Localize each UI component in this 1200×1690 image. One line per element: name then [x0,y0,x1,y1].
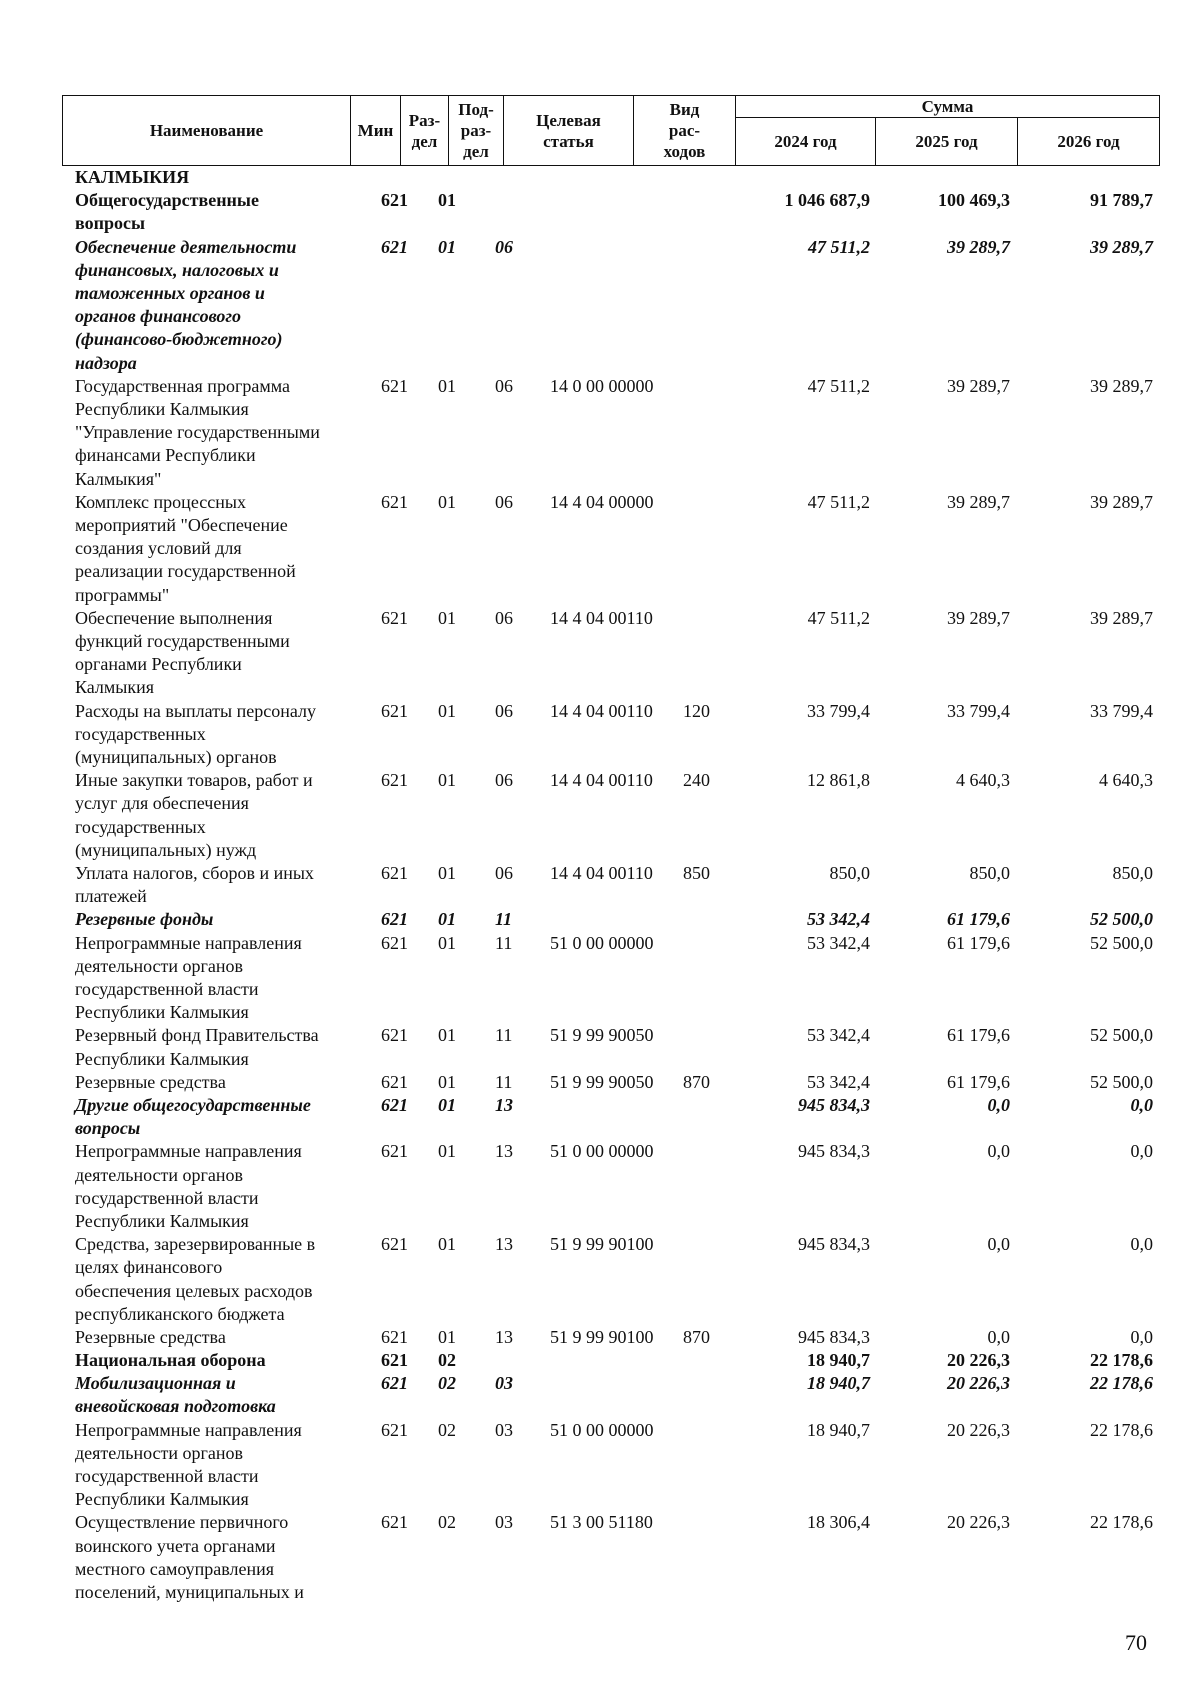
row-name [75,1024,360,1070]
table-row [0,236,1200,375]
row-s24: 945 834,3 [798,1141,870,1162]
row-s26: 39 289,7 [1090,491,1153,512]
row-s26: 91 789,7 [1090,190,1153,211]
row-min: 621 [381,375,408,396]
table-row [0,607,1200,700]
row-name [75,1071,360,1094]
row-name-line: (муниципальных) нужд [75,839,257,860]
table-row [0,166,1200,189]
header-2025 [876,118,1018,165]
row-name-line: надзора [75,352,137,373]
row-name-line: Непрограммные направления [75,932,302,953]
row-name-line: обеспечения целевых расходов [75,1280,313,1301]
row-s24: 12 861,8 [807,770,870,791]
row-min: 621 [381,1234,408,1255]
row-name [75,1140,360,1233]
header-vid-line: рас- [668,121,701,140]
row-min: 621 [381,700,408,721]
row-min: 621 [381,1419,408,1440]
row-s24: 33 799,4 [807,700,870,721]
row-s26: 0,0 [1130,1141,1153,1162]
header-2026 [1018,118,1159,165]
row-vid: 240 [683,770,710,791]
row-cel: 14 4 04 00000 [550,491,654,512]
header-min-label: Мин [357,121,394,140]
row-cel: 51 0 00 00000 [550,932,654,953]
row-podr: 11 [495,1071,513,1092]
row-podr: 06 [495,607,513,628]
row-razd: 01 [438,236,456,257]
row-name-line: Национальная оборона [75,1350,266,1371]
row-min: 621 [381,909,408,930]
row-min: 621 [381,190,408,211]
row-s26: 0,0 [1130,1234,1153,1255]
row-name-line: государственной власти [75,978,259,999]
row-s25: 61 179,6 [947,1071,1010,1092]
row-name-line: Республики Калмыкия [75,1489,249,1510]
row-name-line: платежей [75,886,147,907]
row-s24: 1 046 687,9 [784,190,870,211]
row-name-line: Республики Калмыкия [75,1048,249,1069]
row-razd: 01 [438,932,456,953]
row-min: 621 [381,1326,408,1347]
table-row [0,1372,1200,1418]
row-min: 621 [381,1071,408,1092]
row-name-line: вопросы [75,1118,141,1139]
row-name-line: государственных [75,816,206,837]
page-number: 70 [1125,1630,1147,1655]
row-min: 621 [381,1141,408,1162]
header-vid-line: Вид [669,100,700,119]
row-min: 621 [381,770,408,791]
row-cel: 14 4 04 00110 [550,607,653,628]
row-name [75,375,360,491]
header-podrazdel-line: Под- [458,100,494,119]
table-row [0,862,1200,908]
row-s25: 20 226,3 [947,1512,1010,1533]
header-celevaya-line: статья [543,131,594,151]
row-razd: 01 [438,1025,456,1046]
row-name-line: государственных [75,723,206,744]
header-vid [634,96,736,165]
row-name [75,1349,360,1372]
row-name-line: Резервные средства [75,1071,226,1092]
row-podr: 13 [495,1141,513,1162]
row-s24: 53 342,4 [807,932,870,953]
row-s25: 39 289,7 [947,375,1010,396]
row-s25: 61 179,6 [947,909,1010,930]
row-vid: 120 [683,700,710,721]
row-s24: 18 940,7 [807,1350,870,1371]
row-name-line: государственной власти [75,1187,259,1208]
row-s25: 0,0 [987,1094,1010,1115]
row-razd: 01 [438,909,456,930]
row-min: 621 [381,1350,408,1371]
row-name [75,1372,360,1418]
table-row [0,1071,1200,1094]
row-razd: 01 [438,190,456,211]
row-name-line: "Управление государственными [75,422,320,443]
row-name-line: целях финансового [75,1257,223,1278]
row-name-line: Резервные средства [75,1326,226,1347]
table-row [0,1024,1200,1070]
row-name-line: мероприятий "Обеспечение [75,514,288,535]
row-name [75,1094,360,1140]
row-s26: 39 289,7 [1090,607,1153,628]
table-row [0,769,1200,862]
row-name [75,166,360,189]
row-name-line: государственной власти [75,1466,259,1487]
row-name-line: программы" [75,584,170,605]
table-row [0,375,1200,491]
header-min [351,96,401,165]
row-podr: 11 [495,1025,513,1046]
table-row [0,932,1200,1025]
row-name-line: Иные закупки товаров, работ и [75,770,313,791]
row-name-line: Комплекс процессных [75,491,246,512]
row-cel: 51 0 00 00000 [550,1141,654,1162]
row-razd: 01 [438,700,456,721]
row-s25: 61 179,6 [947,1025,1010,1046]
row-name [75,1511,360,1604]
table-row [0,1326,1200,1349]
row-s24: 945 834,3 [798,1234,870,1255]
row-name-line: Непрограммные направления [75,1419,302,1440]
row-podr: 03 [495,1373,513,1394]
row-min: 621 [381,1373,408,1394]
row-vid: 870 [683,1071,710,1092]
row-name-line: финансовых, налоговых и [75,259,279,280]
row-name-line: Республики Калмыкия [75,1002,249,1023]
table-row [0,1140,1200,1233]
row-s24: 47 511,2 [807,236,870,257]
row-min: 621 [381,1025,408,1046]
header-2024 [736,118,876,165]
row-razd: 02 [438,1419,456,1440]
row-razd: 01 [438,607,456,628]
row-podr: 06 [495,236,513,257]
row-s24: 18 306,4 [807,1512,870,1533]
row-name-line: Калмыкия" [75,468,162,489]
row-podr: 11 [495,909,513,930]
row-name-line: таможенных органов и [75,282,265,303]
header-razdel-line: Раз- [408,110,441,130]
row-s24: 850,0 [829,862,870,883]
row-cel: 14 4 04 00110 [550,700,653,721]
row-name-line: деятельности органов [75,1164,244,1185]
header-razdel [401,96,449,165]
header-name-label: Наименование [149,121,264,140]
row-s26: 52 500,0 [1090,1025,1153,1046]
row-razd: 02 [438,1512,456,1533]
row-cel: 14 0 00 00000 [550,375,654,396]
row-s24: 47 511,2 [807,375,870,396]
row-s26: 52 500,0 [1090,1071,1153,1092]
row-name-line: Осуществление первичного [75,1512,289,1533]
row-s26: 52 500,0 [1090,909,1153,930]
header-podrazdel [449,96,504,165]
row-vid: 850 [683,862,710,883]
header-summa-group [736,96,1159,165]
header-podrazdel-line: раз- [460,121,492,140]
row-name-line: Резервные фонды [75,909,214,930]
header-razdel-line: дел [411,131,438,151]
row-name-line: Республики Калмыкия [75,1210,249,1231]
row-s26: 4 640,3 [1099,770,1153,791]
row-vid: 870 [683,1326,710,1347]
row-cel: 14 4 04 00110 [550,862,653,883]
header-summa: Сумма [736,96,1159,118]
row-name-line: Мобилизационная и [75,1373,236,1394]
table-header [62,95,1160,166]
table-row [0,491,1200,607]
row-s25: 0,0 [987,1234,1010,1255]
row-s26: 39 289,7 [1090,236,1153,257]
row-name-line: Непрограммные направления [75,1141,302,1162]
row-cel: 51 9 99 90050 [550,1025,654,1046]
row-name [75,1233,360,1326]
table-row [0,189,1200,235]
header-celevaya [504,96,634,165]
table-row [0,1419,1200,1512]
row-name-line: создания условий для [75,538,242,559]
row-s24: 53 342,4 [807,909,870,930]
row-name-line: воинского учета органами [75,1535,276,1556]
row-s24: 53 342,4 [807,1025,870,1046]
row-podr: 13 [495,1234,513,1255]
row-podr: 11 [495,932,513,953]
row-s24: 47 511,2 [807,491,870,512]
row-s26: 22 178,6 [1090,1373,1153,1394]
row-s26: 22 178,6 [1090,1419,1153,1440]
row-min: 621 [381,1094,408,1115]
row-name-line: Государственная программа [75,375,290,396]
row-podr: 03 [495,1512,513,1533]
row-razd: 02 [438,1350,456,1371]
row-name [75,862,360,908]
row-name [75,908,360,931]
row-name [75,769,360,862]
row-razd: 01 [438,862,456,883]
row-razd: 01 [438,1234,456,1255]
row-cel: 51 9 99 90050 [550,1071,654,1092]
row-razd: 01 [438,1071,456,1092]
row-name [75,607,360,700]
row-name-line: Средства, зарезервированные в [75,1234,316,1255]
row-name-line: республиканского бюджета [75,1303,285,1324]
row-name-line: вневойсковая подготовка [75,1396,276,1417]
row-s24: 945 834,3 [798,1326,870,1347]
row-name [75,932,360,1025]
row-podr: 06 [495,862,513,883]
row-podr: 06 [495,491,513,512]
row-name-line: финансами Республики [75,445,256,466]
row-name-line: функций государственными [75,630,290,651]
row-cel: 51 9 99 90100 [550,1234,654,1255]
row-name [75,236,360,375]
row-name-line: деятельности органов [75,955,244,976]
row-s25: 20 226,3 [947,1419,1010,1440]
row-s24: 18 940,7 [807,1419,870,1440]
row-s26: 33 799,4 [1090,700,1153,721]
row-name-line: услуг для обеспечения [75,793,249,814]
row-min: 621 [381,607,408,628]
row-s25: 39 289,7 [947,607,1010,628]
row-s24: 945 834,3 [798,1094,870,1115]
row-name-line: поселений, муниципальных и [75,1582,304,1603]
row-cel: 51 9 99 90100 [550,1326,654,1347]
row-s26: 52 500,0 [1090,932,1153,953]
row-podr: 06 [495,770,513,791]
row-name-line: местного самоуправления [75,1558,275,1579]
row-cel: 51 3 00 51180 [550,1512,653,1533]
row-s26: 850,0 [1112,862,1153,883]
row-name-line: органами Республики [75,654,242,675]
row-name-line: Резервный фонд Правительства [75,1025,319,1046]
row-name-line: КАЛМЫКИЯ [75,167,190,187]
row-name-line: реализации государственной [75,561,296,582]
row-razd: 02 [438,1373,456,1394]
header-podrazdel-line: дел [463,142,489,161]
row-razd: 01 [438,1094,456,1115]
header-2025-label: 2025 год [915,131,978,151]
row-s25: 20 226,3 [947,1373,1010,1394]
table-row [0,1233,1200,1326]
header-2026-label: 2026 год [1057,131,1120,151]
row-s25: 4 640,3 [956,770,1010,791]
row-min: 621 [381,1512,408,1533]
row-s25: 0,0 [987,1326,1010,1347]
table-row [0,1094,1200,1140]
row-razd: 01 [438,375,456,396]
row-name-line: (финансово-бюджетного) [75,329,283,350]
row-podr: 03 [495,1419,513,1440]
header-2024-label: 2024 год [774,131,837,151]
table-row [0,1349,1200,1372]
row-name-line: (муниципальных) органов [75,746,277,767]
table-row [0,1511,1200,1604]
row-name-line: вопросы [75,213,146,234]
row-min: 621 [381,236,408,257]
row-s25: 39 289,7 [947,236,1010,257]
row-name-line: Обеспечение выполнения [75,607,273,628]
row-razd: 01 [438,1326,456,1347]
row-s25: 0,0 [987,1141,1010,1162]
row-cel: 14 4 04 00110 [550,770,653,791]
row-name-line: Республики Калмыкия [75,398,249,419]
row-razd: 01 [438,491,456,512]
row-s25: 20 226,3 [947,1350,1010,1371]
table-body [0,166,1200,1604]
row-s25: 100 469,3 [938,190,1010,211]
row-name-line: Другие общегосударственные [75,1094,311,1115]
row-name [75,491,360,607]
row-name-line: органов финансового [75,306,242,327]
row-podr: 06 [495,375,513,396]
row-s24: 47 511,2 [807,607,870,628]
row-s25: 33 799,4 [947,700,1010,721]
row-name-line: Расходы на выплаты персоналу [75,700,316,721]
header-celevaya-line: Целевая [536,110,601,130]
row-podr: 13 [495,1094,513,1115]
row-podr: 13 [495,1326,513,1347]
row-s25: 850,0 [969,862,1010,883]
row-s26: 0,0 [1130,1094,1153,1115]
row-name-line: Общегосударственные [75,190,259,211]
row-s25: 61 179,6 [947,932,1010,953]
row-s24: 53 342,4 [807,1071,870,1092]
row-podr: 06 [495,700,513,721]
header-name [63,96,351,165]
row-min: 621 [381,862,408,883]
row-cel: 51 0 00 00000 [550,1419,654,1440]
row-name [75,700,360,770]
row-s26: 22 178,6 [1090,1350,1153,1371]
row-name-line: Уплата налогов, сборов и иных [75,862,314,883]
row-razd: 01 [438,1141,456,1162]
row-s26: 39 289,7 [1090,375,1153,396]
row-s26: 22 178,6 [1090,1512,1153,1533]
row-s25: 39 289,7 [947,491,1010,512]
row-s26: 0,0 [1130,1326,1153,1347]
row-name [75,1419,360,1512]
row-name-line: деятельности органов [75,1442,244,1463]
row-razd: 01 [438,770,456,791]
row-name-line: Обеспечение деятельности [75,236,297,257]
row-min: 621 [381,491,408,512]
table-row [0,700,1200,770]
row-s24: 18 940,7 [807,1373,870,1394]
table-row [0,908,1200,931]
row-min: 621 [381,932,408,953]
header-vid-line: ходов [663,142,706,161]
row-name [75,1326,360,1349]
row-name-line: Калмыкия [75,677,155,698]
row-name [75,189,360,235]
